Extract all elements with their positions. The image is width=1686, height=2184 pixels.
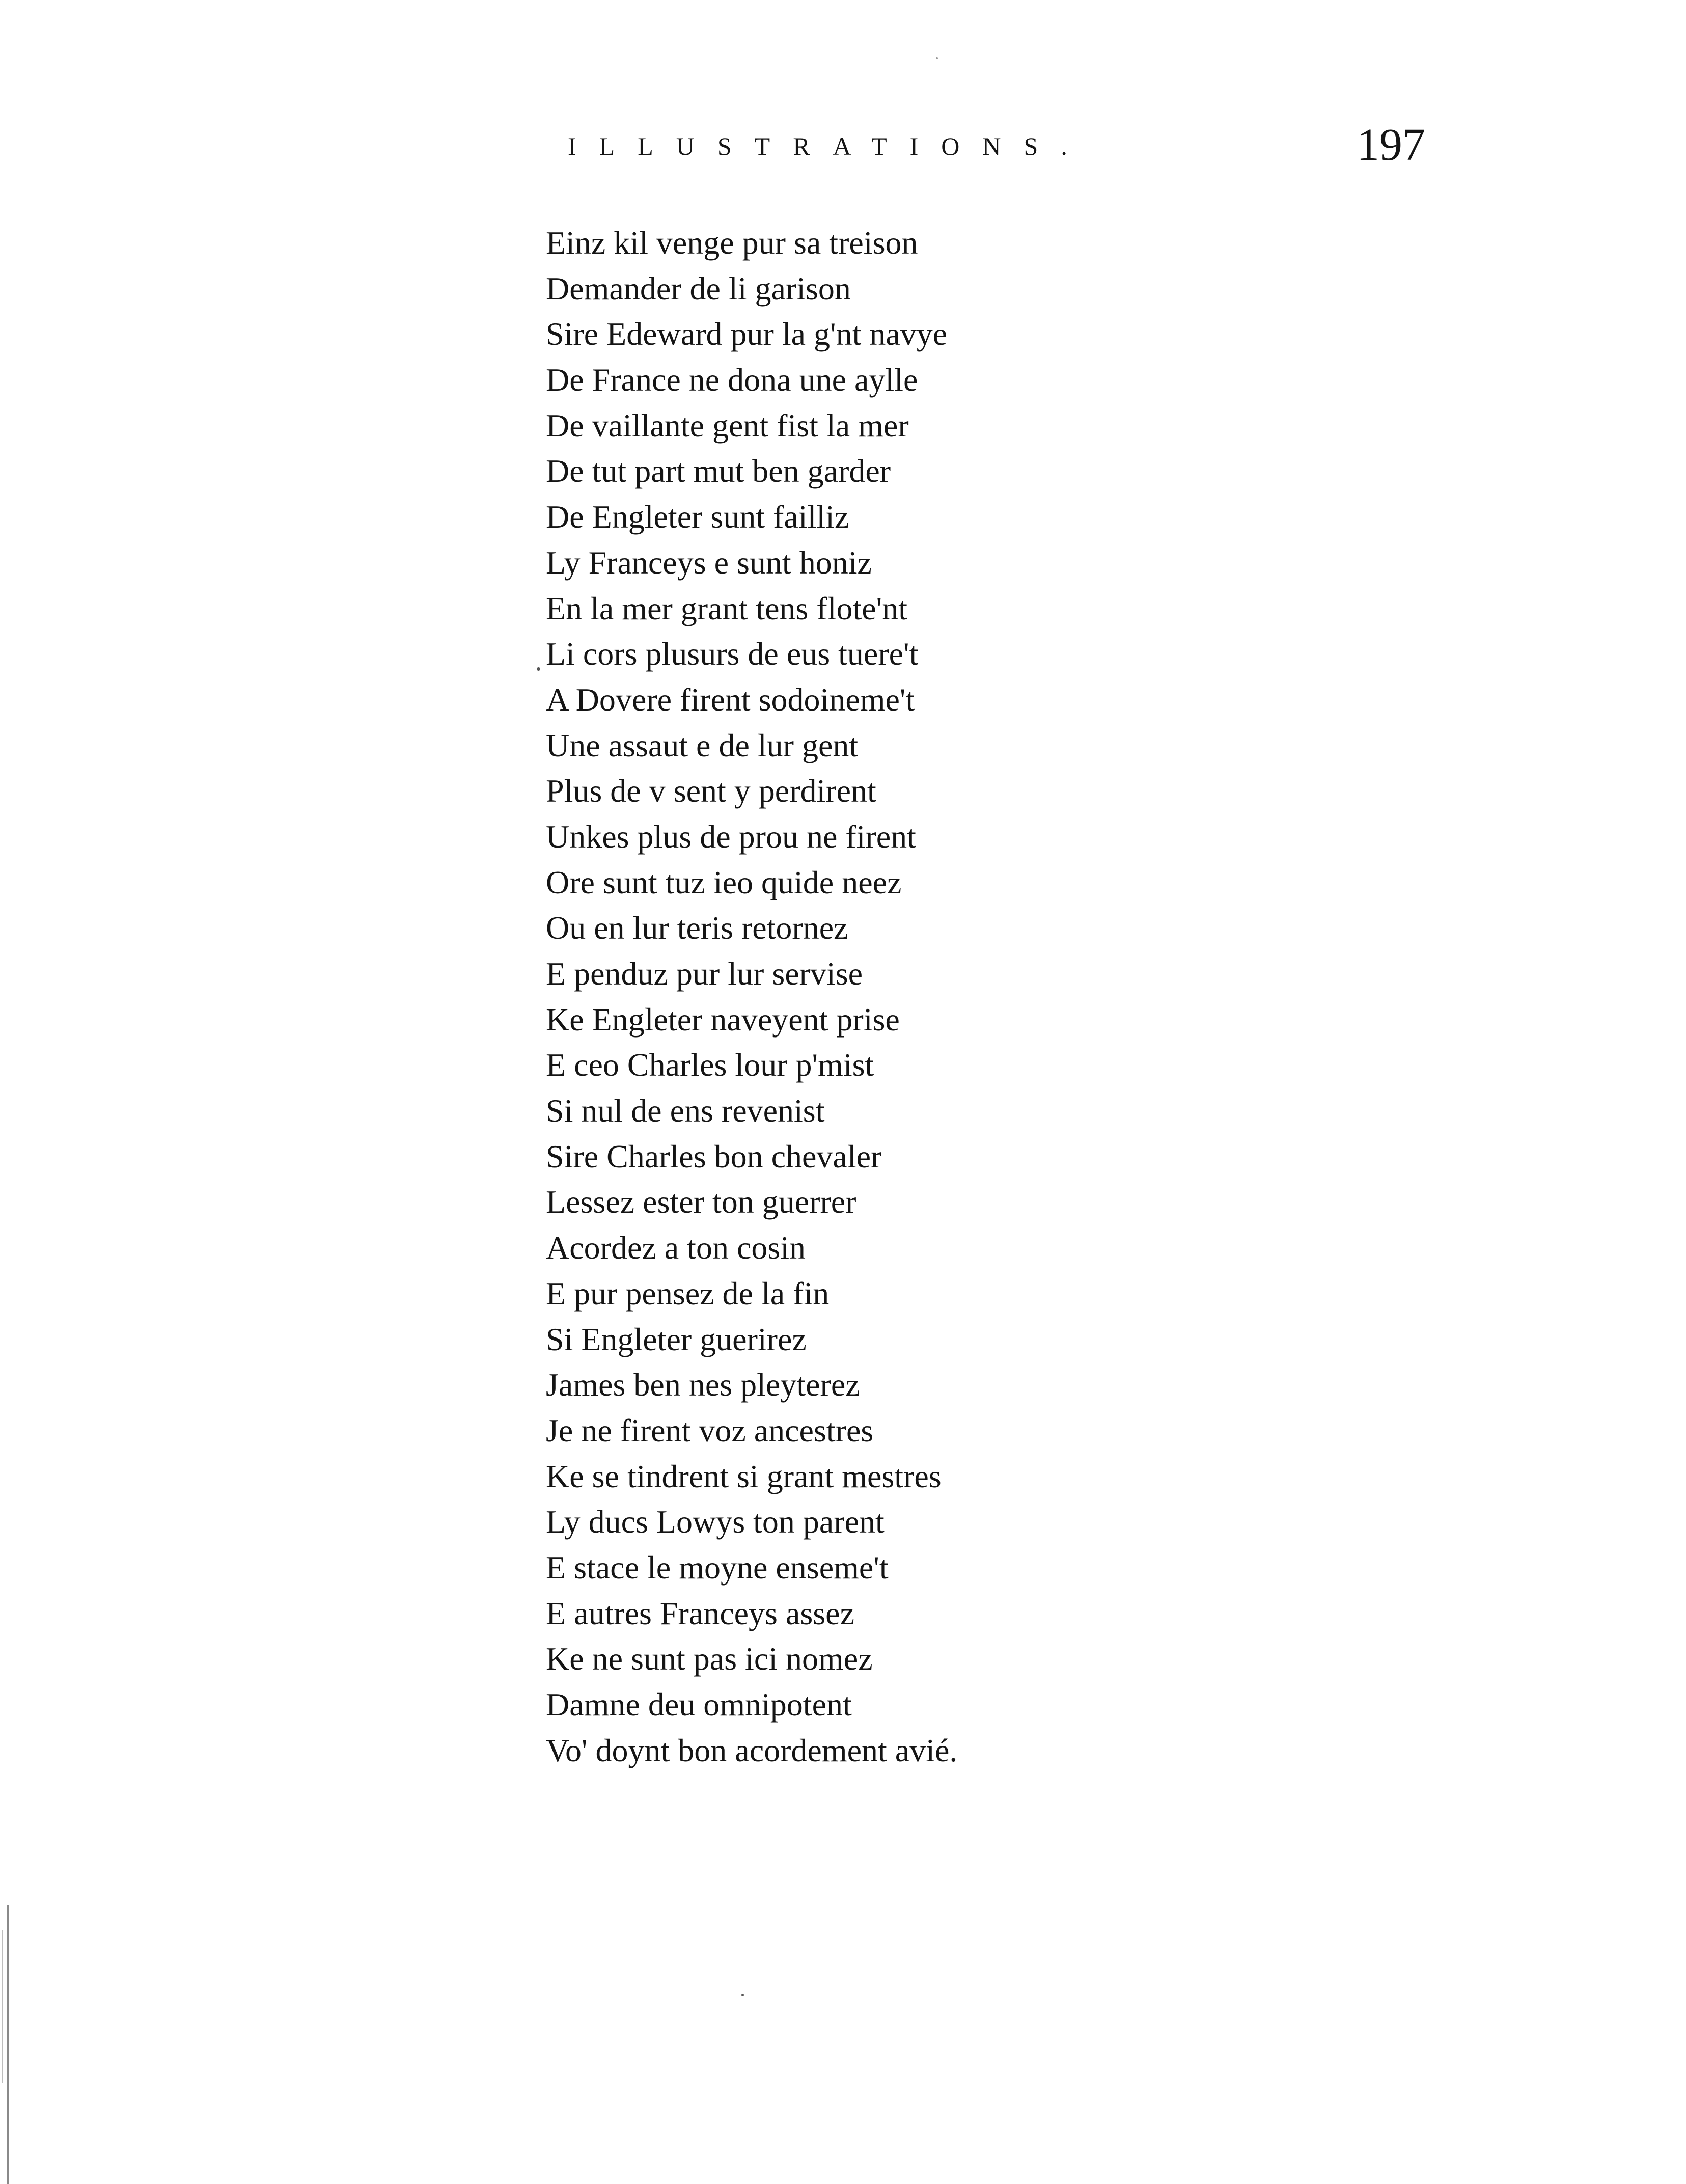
poem-line: E pur pensez de la fin: [546, 1275, 830, 1312]
poem-line: Ke se tindrent si grant mestres: [546, 1458, 942, 1494]
poem-line: En la mer grant tens flote'nt: [546, 590, 907, 626]
running-head: ILLUSTRATIONS.: [568, 132, 1090, 160]
poem-line: Sire Charles bon chevaler: [546, 1138, 882, 1175]
poem-line: Ly Franceys e sunt honiz: [546, 544, 872, 581]
poem-line: Si nul de ens revenist: [546, 1093, 825, 1129]
ink-speck: [936, 57, 938, 59]
poem-line: E autres Franceys assez: [546, 1595, 854, 1631]
page-edge-line: [2, 1930, 3, 2083]
poem-line: Plus de v sent y perdirent: [546, 773, 876, 809]
poem-line: Ke ne sunt pas ici nomez: [546, 1641, 873, 1677]
poem-line: James ben nes pleyterez: [546, 1367, 860, 1403]
poem-line: E stace le moyne enseme't: [546, 1549, 889, 1586]
poem-line: Ou en lur teris retornez: [546, 910, 848, 946]
page-edge-line: [7, 1905, 9, 2184]
poem-line: Unkes plus de prou ne firent: [546, 818, 916, 855]
ink-speck: [741, 1994, 744, 1996]
page-number: 197: [1357, 120, 1425, 170]
poem-line: Une assaut e de lur gent: [546, 727, 859, 763]
poem-line: Demander de li garison: [546, 270, 851, 307]
poem-line: Li cors plusurs de eus tuere't: [546, 636, 919, 672]
poem-line: Acordez a ton cosin: [546, 1230, 806, 1266]
poem-line: Lessez ester ton guerrer: [546, 1184, 856, 1220]
poem-line: De France ne dona une aylle: [546, 362, 918, 398]
poem-line: Sire Edeward pur la g'nt navye: [546, 316, 948, 352]
ink-speck: [537, 667, 540, 671]
poem-line: De vaillante gent fist la mer: [546, 407, 909, 444]
poem-line: E penduz pur lur servise: [546, 956, 863, 992]
poem-line: Einz kil venge pur sa treison: [546, 225, 918, 261]
poem-line: Ore sunt tuz ieo quide neez: [546, 864, 902, 900]
poem-line: Je ne firent voz ancestres: [546, 1412, 874, 1449]
poem-line: Ly ducs Lowys ton parent: [546, 1504, 885, 1540]
poem-line: Damne deu omnipotent: [546, 1686, 852, 1723]
poem-line: De Engleter sunt failliz: [546, 499, 849, 535]
poem-line: E ceo Charles lour p'mist: [546, 1047, 874, 1083]
poem-text: [546, 220, 957, 1773]
poem-line: Vo' doynt bon acordement avié.: [546, 1732, 958, 1768]
poem-line: Si Engleter guerirez: [546, 1321, 807, 1357]
poem-line: De tut part mut ben garder: [546, 453, 891, 489]
poem-line: Ke Engleter naveyent prise: [546, 1001, 900, 1038]
poem-line: A Dovere firent sodoineme't: [546, 681, 915, 718]
